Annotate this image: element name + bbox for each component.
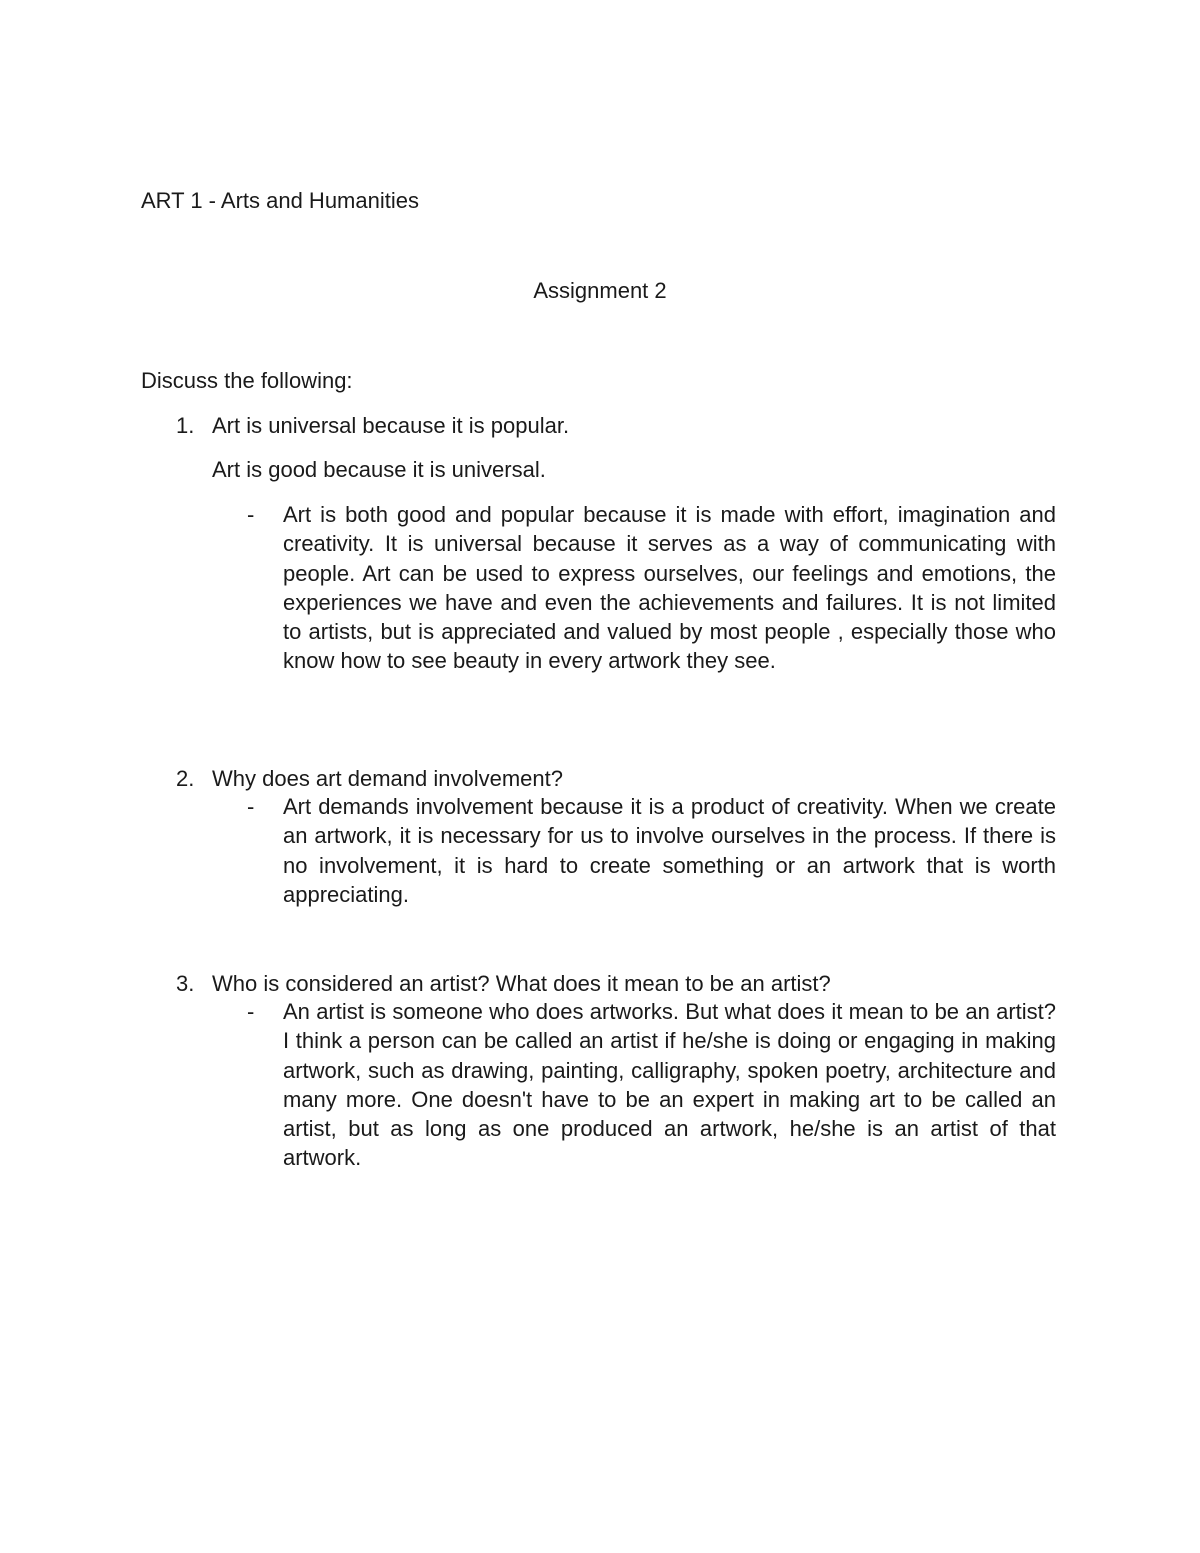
item-1-question-1: Art is universal because it is popular. bbox=[212, 413, 570, 438]
item-2-answer-bullet: - bbox=[247, 794, 255, 819]
item-2-answer: Art demands involvement because it is a product of creativity. When we create an artwork, it is necessary for us to involve ourselves in the process. If there is no involvement, it is hard to create something or an artwork that is worth appreciating. bbox=[283, 794, 1056, 907]
instruction-text: Discuss the following: bbox=[141, 368, 353, 393]
item-1-question-2: Art is good because it is universal. bbox=[212, 457, 546, 482]
item-2-number: 2. bbox=[176, 766, 195, 791]
assignment-title: Assignment 2 bbox=[533, 278, 667, 303]
item-2-question: Why does art demand involvement? bbox=[212, 766, 563, 791]
item-1-number: 1. bbox=[176, 413, 195, 438]
item-1-answer: Art is both good and popular because it is made with effort, imagination and creativity. It is universal because it serves as a way of communicating with people. Art can be used to express ourselves, our feelings and emotions, the experiences we have and even the achievements and failures. It is not limited to artists, but is appreciated and valued by most people , especially those who know how to see beauty in every artwork they see. bbox=[283, 502, 1056, 674]
item-3-number: 3. bbox=[176, 971, 195, 996]
item-3-question: Who is considered an artist? What does it mean to be an artist? bbox=[212, 971, 831, 996]
item-1-answer-bullet: - bbox=[247, 502, 255, 527]
item-3-answer-bullet: - bbox=[247, 999, 255, 1024]
item-3-answer: An artist is someone who does artworks. But what does it mean to be an artist? I think a person can be called an artist if he/she is doing or engaging in making artwork, such as drawing, painting, calligraphy, spoken poetry, architecture and many more. One doesn't have to be an expert in making art to be called an artist, but as long as one produced an artwork, he/she is an artist of that artwork. bbox=[283, 999, 1056, 1171]
course-title: ART 1 - Arts and Humanities bbox=[141, 188, 419, 213]
